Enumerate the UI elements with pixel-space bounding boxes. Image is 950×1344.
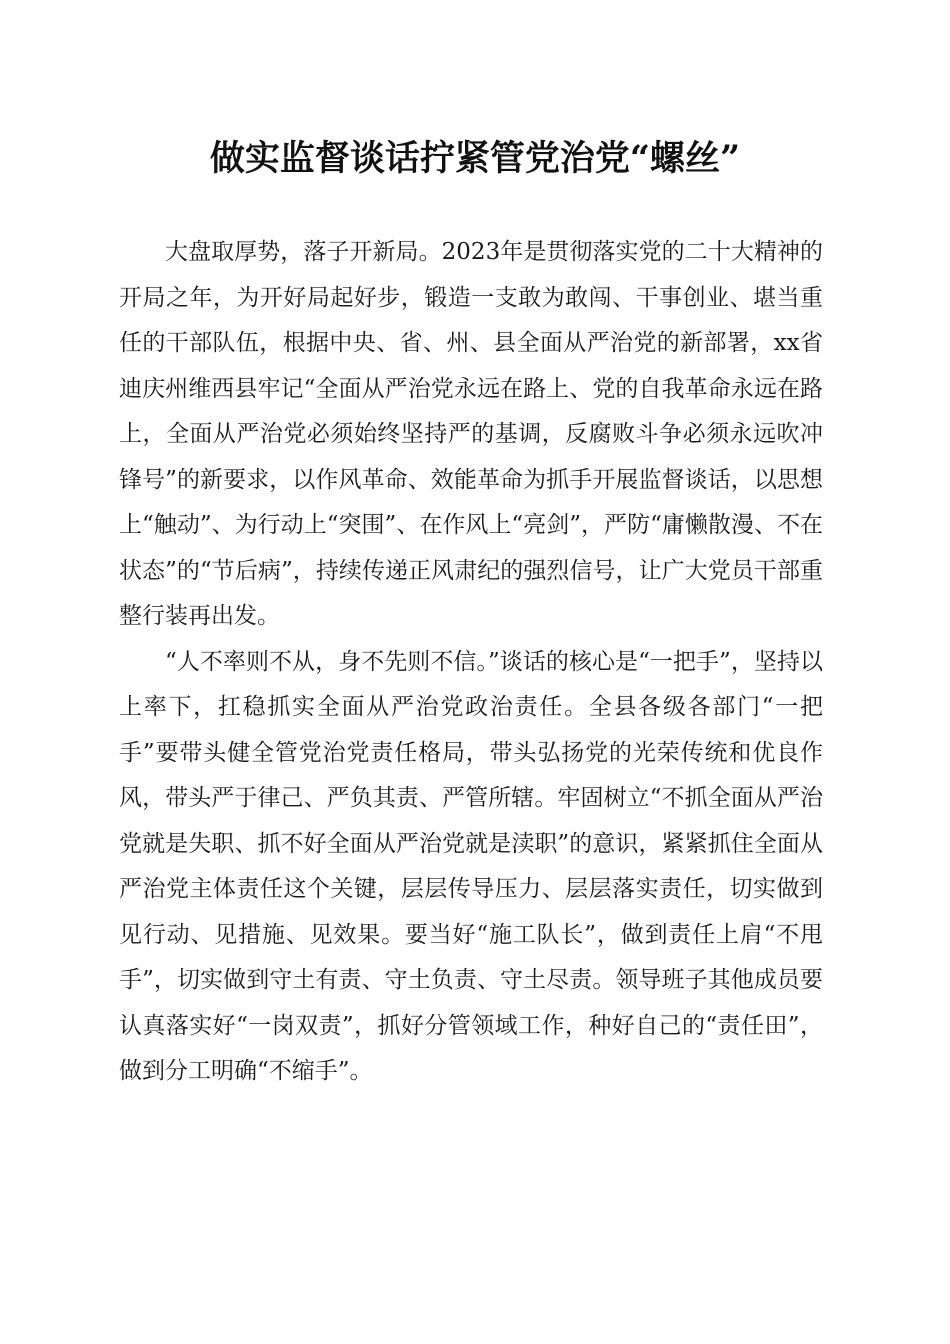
- document-title: 做实监督谈话拧紧管党治党“螺丝”: [209, 138, 741, 179]
- paragraph-2: “人不率则不从，身不先则不信。”谈话的核心是“一把手”，坚持以上率下，扛稳抓实全面从严治党政治责任。全县各级各部门“一把手”要带头健全管党治党责任格局，带头弘扬党的光荣传统和优良作风，带头严于律己、严负其责、严管所辖。牢固树立“不抓全面从严治党就是失职、抓不好全面从严治党就是渎职”的意识，紧紧抓住全面从严治党主体责任这个关键，层层传导压力、层层落实责任，切实做到见行动、见措施、见效果。要当好“施工队长”，做到责任上肩“不甩手”，切实做到守土有责、守土负责、守土尽责。领导班子其他成员要认真落实好“一岗双责”，抓好分管领域工作，种好自己的“责任田”，做到分工明确“不缩手”。: [119, 648, 823, 1084]
- document-body: [119, 230, 823, 1095]
- paragraph-1: 大盘取厚势，落子开新局。2023年是贯彻落实党的二十大精神的开局之年，为开好局起好步，锻造一支敢为敢闯、干事创业、堪当重任的干部队伍，根据中央、省、州、县全面从严治党的新部署，xx省迪庆州维西县牢记“全面从严治党永远在路上、党的自我革命永远在路上，全面从严治党必须始终坚持严的基调，反腐败斗争必须永远吹冲锋号”的新要求，以作风革命、效能革命为抓手开展监督谈话，以思想上“触动”、为行动上“突围”、在作风上“亮剑”，严防“庸懒散漫、不在状态”的“节后病”，持续传递正风肃纪的强烈信号，让广大党员干部重整行装再出发。: [119, 239, 823, 629]
